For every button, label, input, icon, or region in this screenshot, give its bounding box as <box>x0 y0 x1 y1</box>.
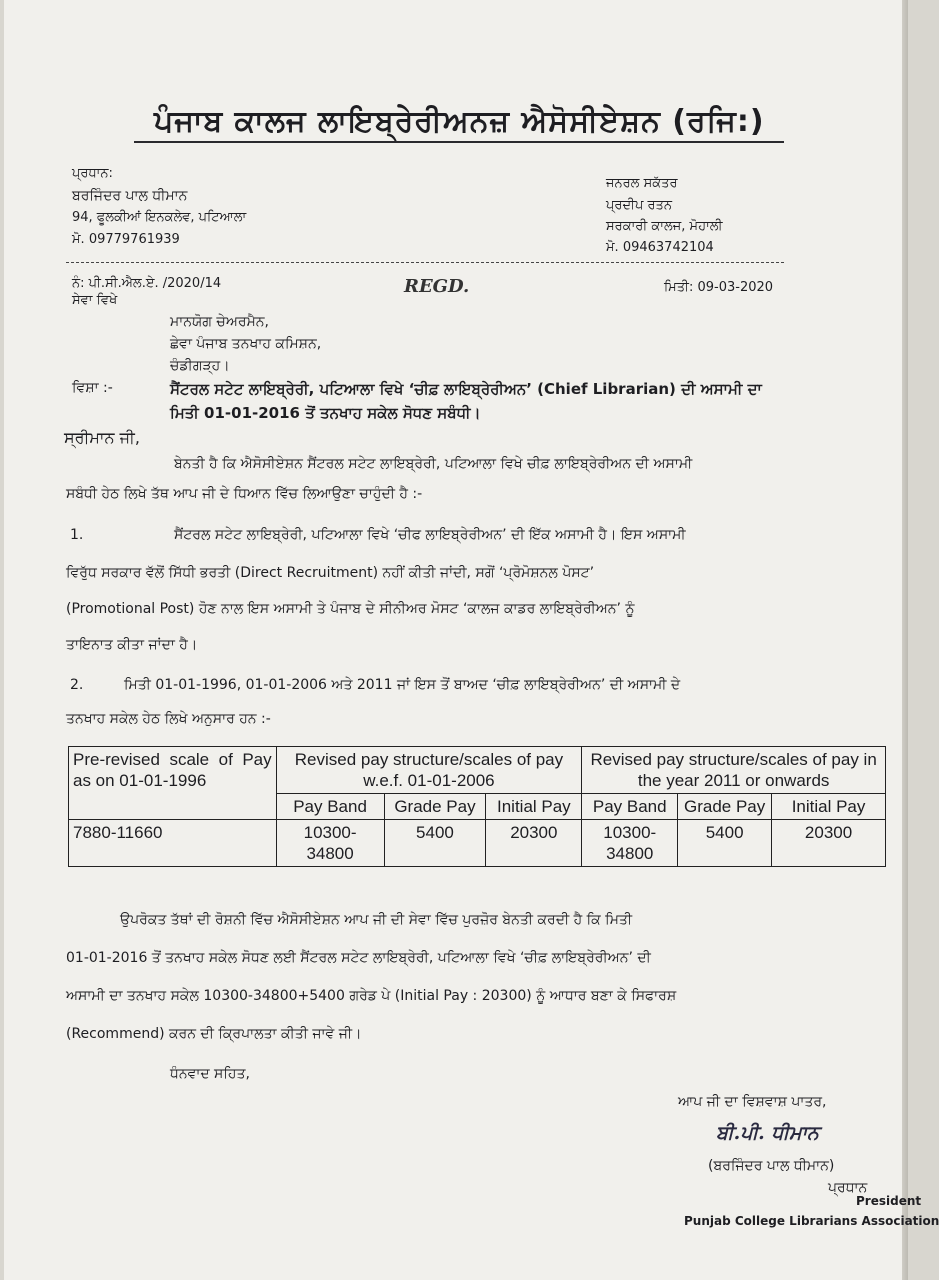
stamp-president: President <box>856 1194 922 1208</box>
closing-yours: ਆਪ ਜੀ ਦਾ ਵਿਸ਼ਵਾਸ਼ ਪਾਤਰ, <box>678 1094 827 1110</box>
pre-revised-header: Pre-revised scale of Pay as on 01-01-1996 <box>69 747 277 820</box>
president-name: ਬਰਜਿੰਦਰ ਪਾਲ ਧੀਮਾਨ <box>72 188 188 204</box>
president-role: ਪ੍ਰਧਾਨ: <box>72 166 113 181</box>
president-phone: ਮੋ. 09779761939 <box>72 232 180 247</box>
conclusion-line-2: 01-01-2016 ਤੋਂ ਤਨਖਾਹ ਸਕੇਲ ਸੋਧਣ ਲਈ ਸੈਂਟਰਲ ਸਟੇਟ ਲਾਇਬ੍ਰੇਰੀ, ਪਟਿਆਲਾ ਵਿਖੇ ‘ਚੀਫ਼ ਲਾਇਬ੍ਰੇਰੀਅਨ’ ਦੀ <box>66 950 651 966</box>
secretary-phone: ਮੋ. 09463742104 <box>606 240 714 255</box>
page-edge-shadow <box>902 0 908 1280</box>
letter-page <box>4 0 939 1280</box>
secretary-name: ਪ੍ਰਦੀਪ ਰਤਨ <box>606 198 672 213</box>
sub-2006-initial-pay: Initial Pay <box>486 794 582 820</box>
salutation: ਸ੍ਰੀਮਾਨ ਜੀ, <box>64 428 140 447</box>
point-1-line-2: ਵਿਰੁੱਧ ਸਰਕਾਰ ਵੱਲੋਂ ਸਿੱਧੀ ਭਰਤੀ (Direct Recruitment) ਨਹੀਂ ਕੀਤੀ ਜਾਂਦੀ, ਸਗੋਂ ‘ਪ੍ਰੋਮੋਸ਼ਨਲ ਪੋਸਟ’ <box>66 565 595 581</box>
sub-2006-grade-pay: Grade Pay <box>384 794 486 820</box>
signatory-name: (ਬਰਜਿੰਦਰ ਪਾਲ ਧੀਮਾਨ) <box>708 1158 835 1174</box>
regd-mark: REGD. <box>404 276 470 297</box>
point-2-line-1: ਮਿਤੀ 01-01-1996, 01-01-2006 ਅਤੇ 2011 ਜਾਂ ਇਸ ਤੋਂ ਬਾਅਦ ‘ਚੀਫ਼ ਲਾਇਬ੍ਰੇਰੀਅਨ’ ਦੀ ਅਸਾਮੀ ਦੇ <box>124 677 681 693</box>
signatory-role: ਪ੍ਰਧਾਨ <box>828 1180 868 1196</box>
conclusion-line-1: ਉਪਰੋਕਤ ਤੱਥਾਂ ਦੀ ਰੋਸ਼ਨੀ ਵਿੱਚ ਐਸੋਸੀਏਸ਼ਨ ਆਪ ਜੀ ਦੀ ਸੇਵਾ ਵਿੱਚ ਪੁਰਜ਼ੋਰ ਬੇਨਤੀ ਕਰਦੀ ਹੈ ਕਿ ਮਿਤੀ <box>120 912 633 928</box>
point-1-number: 1. <box>70 527 84 543</box>
v2006-pay-band: 10300-34800 <box>276 820 384 867</box>
point-2-number: 2. <box>70 677 84 693</box>
point-1-line-3: (Promotional Post) ਹੋਣ ਨਾਲ ਇਸ ਅਸਾਮੀ ਤੇ ਪੰਜਾਬ ਦੇ ਸੀਨੀਅਰ ਮੋਸਟ ‘ਕਾਲਜ ਕਾਡਰ ਲਾਇਬ੍ਰੇਰੀਅਨ’ ਨੂੰ <box>66 601 635 617</box>
conclusion-line-3: ਅਸਾਮੀ ਦਾ ਤਨਖਾਹ ਸਕੇਲ 10300-34800+5400 ਗਰੇਡ ਪੇ (Initial Pay : 20300) ਨੂੰ ਆਧਾਰ ਬਣਾ ਕੇ ਸਿਫਾਰਸ਼ <box>66 988 677 1004</box>
revised-2006-header: Revised pay structure/scales of pay w.e.f. 01-01-2006 <box>276 747 582 794</box>
v2011-grade-pay: 5400 <box>678 820 772 867</box>
table-header-row <box>69 747 886 794</box>
header-divider <box>66 262 786 263</box>
president-address: 94, ਫੂਲਕੀਆਂ ਇਨਕਲੇਵ, ਪਟਿਆਲਾ <box>72 210 247 225</box>
sub-2011-grade-pay: Grade Pay <box>678 794 772 820</box>
conclusion-line-4: (Recommend) ਕਰਨ ਦੀ ਕ੍ਰਿਪਾਲਤਾ ਕੀਤੀ ਜਾਵੇ ਜੀ। <box>66 1026 362 1042</box>
pre-revised-value: 7880-11660 <box>69 820 277 867</box>
subject-line-1: ਸੈਂਟਰਲ ਸਟੇਟ ਲਾਇਬ੍ਰੇਰੀ, ਪਟਿਆਲਾ ਵਿਖੇ ‘ਚੀਫ਼ ਲਾਇਬ੍ਰੇਰੀਅਨ’ (Chief Librarian) ਦੀ ਅਸਾਮੀ ਦਾ <box>170 380 762 398</box>
seva-vikhe: ਸੇਵਾ ਵਿਖੇ <box>72 293 118 308</box>
sub-2011-initial-pay: Initial Pay <box>772 794 886 820</box>
v2011-pay-band: 10300-34800 <box>582 820 678 867</box>
reference-number: ਨੰ: ਪੀ.ਸੀ.ਐਲ.ਏ. /2020/14 <box>72 276 222 291</box>
sub-2011-pay-band: Pay Band <box>582 794 678 820</box>
addressee-line-2: ਛੇਵਾ ਪੰਜਾਬ ਤਨਖਾਹ ਕਮਿਸ਼ਨ, <box>170 336 322 352</box>
point-2-line-2: ਤਨਖਾਹ ਸਕੇਲ ਹੇਠ ਲਿਖੇ ਅਨੁਸਾਰ ਹਨ :- <box>66 711 271 727</box>
title-underline <box>134 141 784 143</box>
handwritten-signature: ਬੀ.ਪੀ. ਧੀਮਾਨ <box>716 1122 819 1144</box>
point-1-line-1: ਸੈਂਟਰਲ ਸਟੇਟ ਲਾਇਬ੍ਰੇਰੀ, ਪਟਿਆਲਾ ਵਿਖੇ ‘ਚੀਫ ਲਾਇਬ੍ਰੇਰੀਅਨ’ ਦੀ ਇੱਕ ਅਸਾਮੀ ਹੈ। ਇਸ ਅਸਾਮੀ <box>174 527 686 543</box>
letter-date: ਮਿਤੀ: 09-03-2020 <box>664 280 774 295</box>
subject-line-2: ਮਿਤੀ 01-01-2016 ਤੋਂ ਤਨਖਾਹ ਸਕੇਲ ਸੋਧਣ ਸਬੰਧੀ। <box>170 404 481 422</box>
table-row <box>69 820 886 867</box>
subject-label: ਵਿਸ਼ਾ :- <box>72 380 113 396</box>
intro-line-1: ਬੇਨਤੀ ਹੈ ਕਿ ਐਸੋਸੀਏਸ਼ਨ ਸੈਂਟਰਲ ਸਟੇਟ ਲਾਇਬ੍ਰੇਰੀ, ਪਟਿਆਲਾ ਵਿਖੇ ਚੀਫ਼ ਲਾਇਬ੍ਰੇਰੀਅਨ ਦੀ ਅਸਾਮੀ <box>174 456 693 472</box>
intro-line-2: ਸਬੰਧੀ ਹੇਠ ਲਿਖੇ ਤੱਥ ਆਪ ਜੀ ਦੇ ਧਿਆਨ ਵਿੱਚ ਲਿਆਉਣਾ ਚਾਹੁੰਦੀ ਹੈ :- <box>66 486 423 502</box>
v2011-initial-pay: 20300 <box>772 820 886 867</box>
secretary-role: ਜਨਰਲ ਸਕੱਤਰ <box>606 176 678 191</box>
closing-thanks: ਧੰਨਵਾਦ ਸਹਿਤ, <box>170 1066 250 1082</box>
addressee-line-3: ਚੰਡੀਗੜ੍ਹ। <box>170 358 230 374</box>
revised-2011-header: Revised pay structure/scales of pay in the year 2011 or onwards <box>582 747 886 794</box>
secretary-address: ਸਰਕਾਰੀ ਕਾਲਜ, ਮੋਹਾਲੀ <box>606 219 723 234</box>
addressee-line-1: ਮਾਨਯੋਗ ਚੇਅਰਮੈਨ, <box>170 314 270 330</box>
stamp-association: Punjab College Librarians Association <box>684 1214 939 1228</box>
point-1-line-4: ਤਾਇਨਾਤ ਕੀਤਾ ਜਾਂਦਾ ਹੈ। <box>66 637 198 653</box>
v2006-initial-pay: 20300 <box>486 820 582 867</box>
association-title: ਪੰਜਾਬ ਕਾਲਜ ਲਾਇਬ੍ਰੇਰੀਅਨਜ਼ ਐਸੋਸੀਏਸ਼ਨ (ਰਜਿ:) <box>154 104 765 139</box>
pay-scale-table <box>68 746 886 867</box>
sub-2006-pay-band: Pay Band <box>276 794 384 820</box>
v2006-grade-pay: 5400 <box>384 820 486 867</box>
